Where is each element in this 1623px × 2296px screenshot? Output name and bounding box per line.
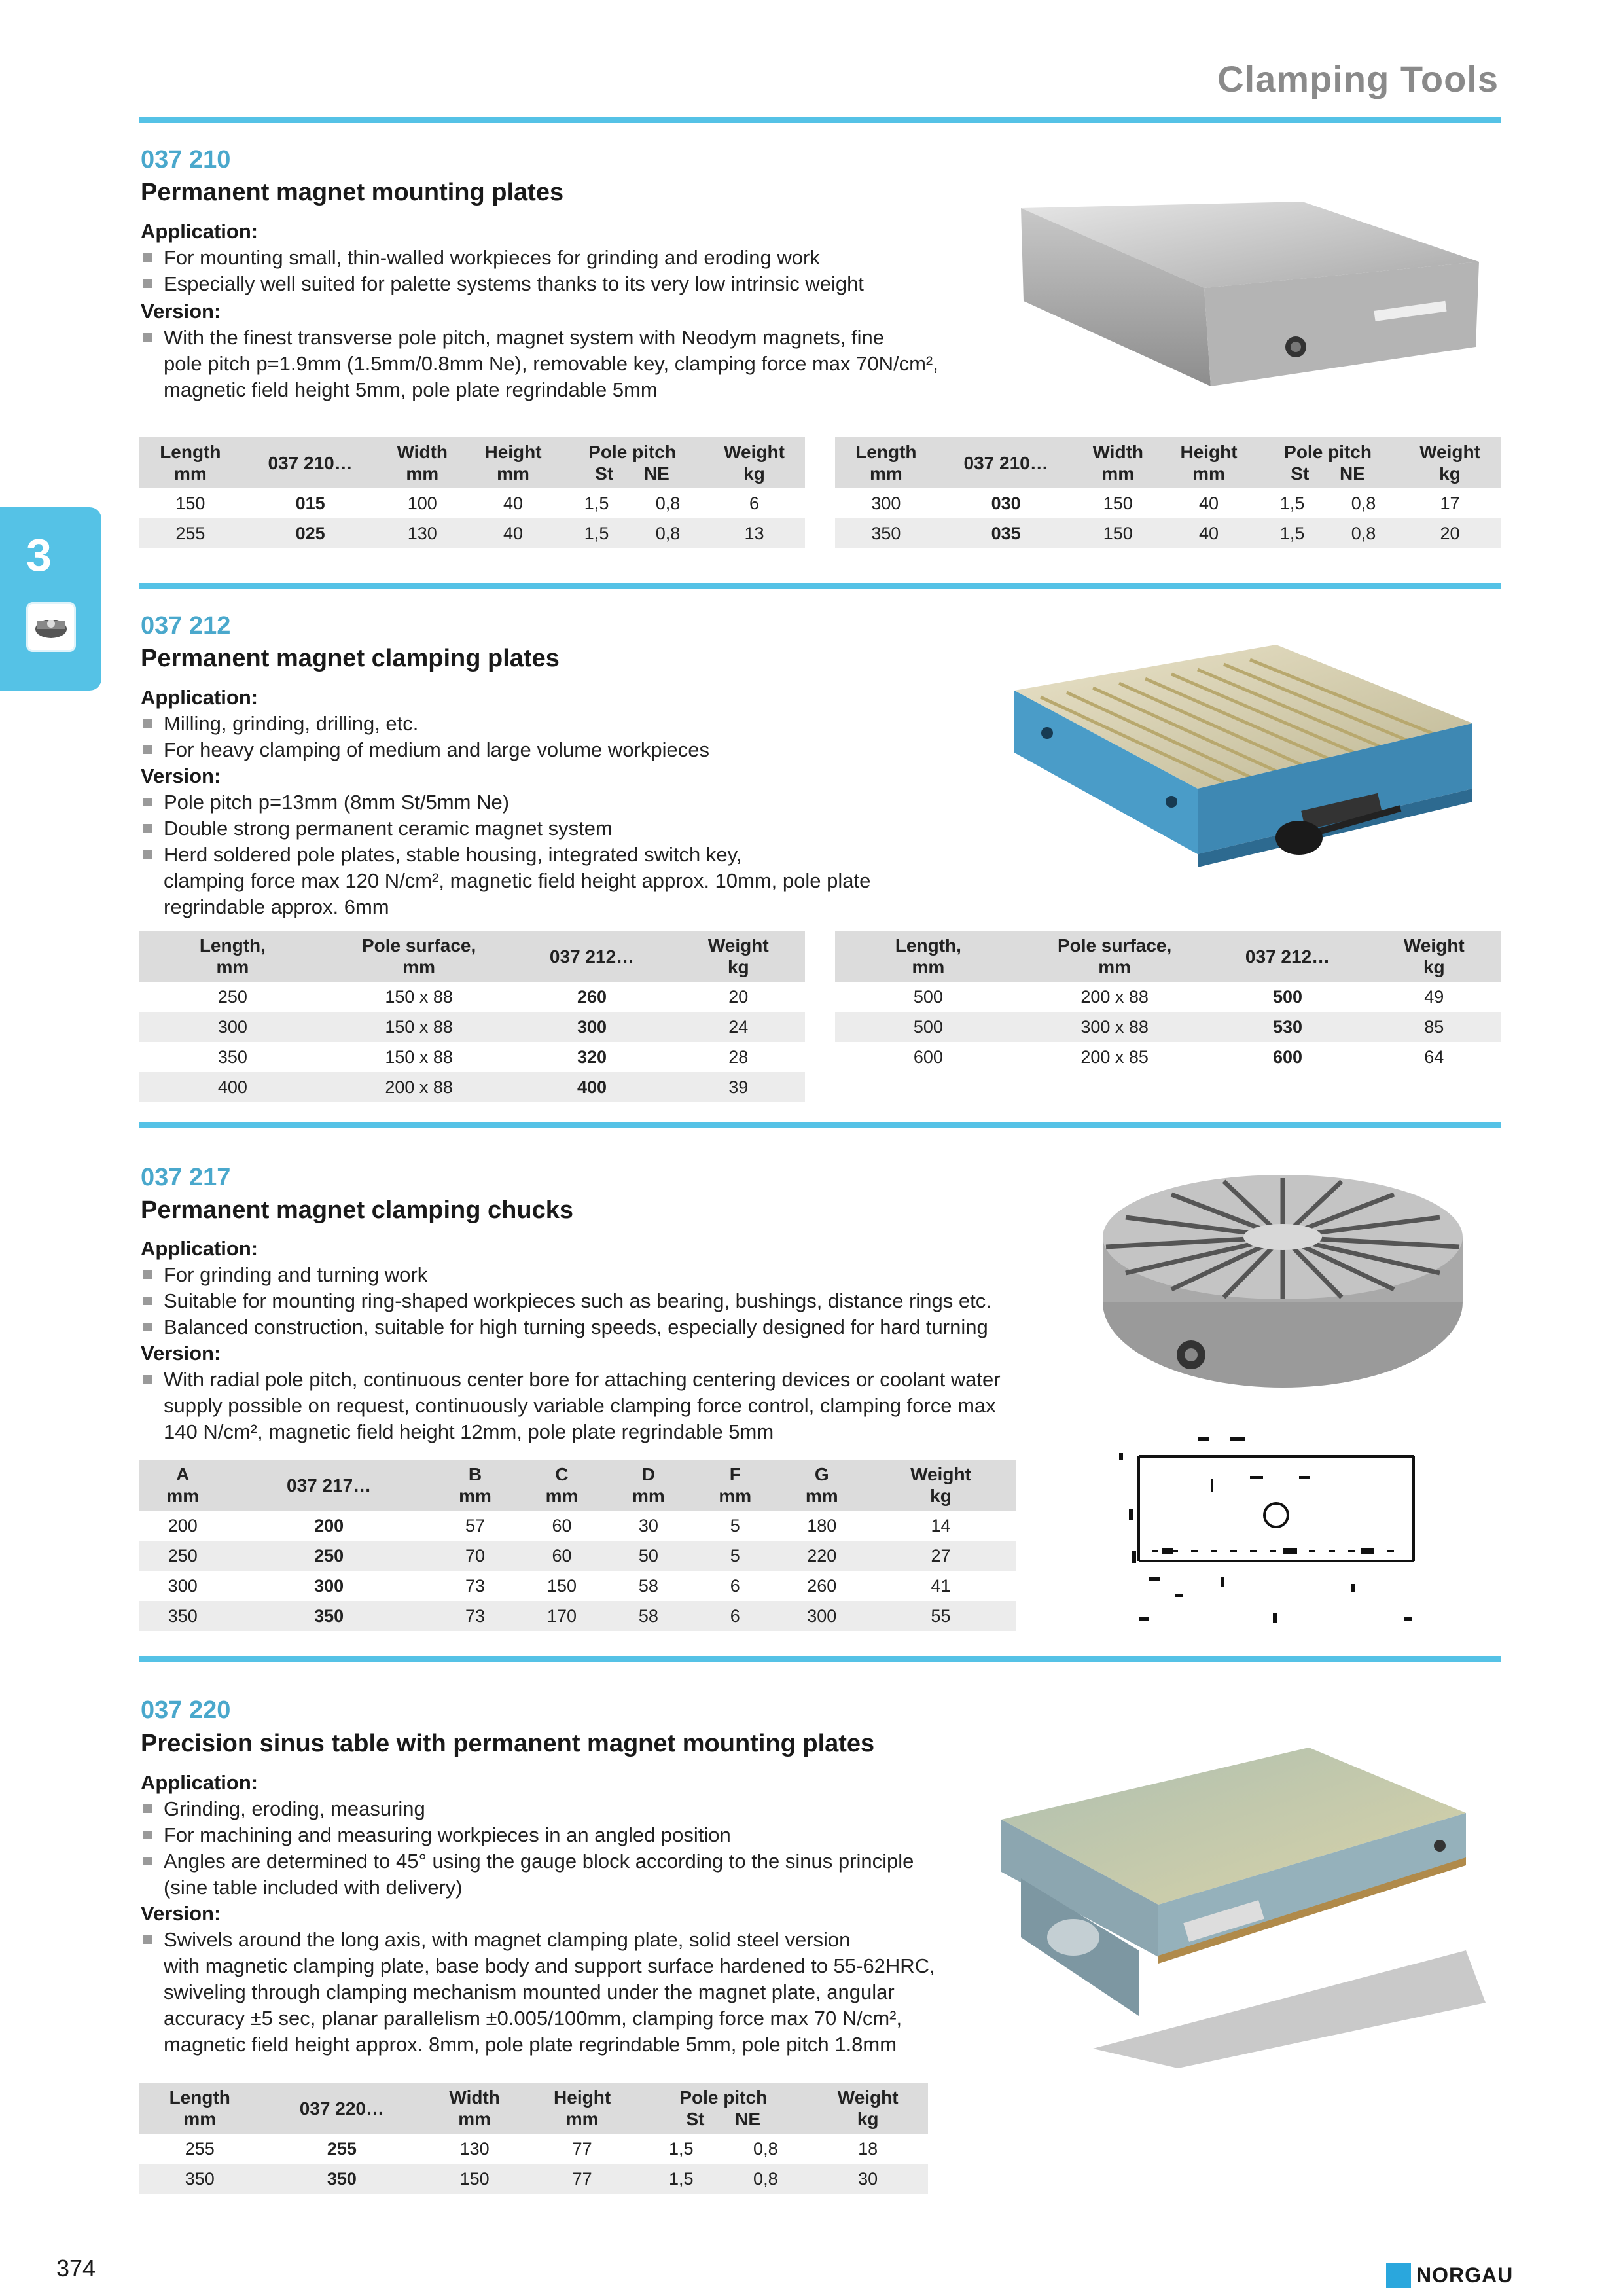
application-item: For mounting small, thin-walled workpieces for grinding and eroding work <box>141 245 820 271</box>
col-length: Length mm <box>835 437 937 488</box>
col-g: G mm <box>779 1460 865 1511</box>
application-item: Suitable for mounting ring-shaped workpieces such as bearing, bushings, distance rings etc. <box>141 1288 991 1314</box>
bullet-square-icon <box>143 1297 152 1305</box>
application-label: Application: <box>141 1237 259 1260</box>
col-height: Height mm <box>1161 437 1257 488</box>
bullet-square-icon <box>143 1804 152 1813</box>
section-code: 037 217 <box>141 1164 231 1191</box>
magnet-clamp-icon <box>26 602 76 652</box>
clamping-plate-image <box>1001 638 1486 926</box>
spec-table-left <box>139 931 805 1102</box>
table-row: 350 350 73 170 58 6 300 55 <box>139 1601 1016 1631</box>
version-item-continued: 140 N/cm², magnetic field height 12mm, pole plate regrindable 5mm <box>164 1420 774 1443</box>
section-code: 037 212 <box>141 612 231 639</box>
bullet-square-icon <box>143 279 152 288</box>
brand-name: NORGAU <box>1416 2263 1514 2287</box>
table-row: 400 200 x 88 400 39 <box>139 1072 805 1102</box>
col-height: Height mm <box>465 437 561 488</box>
col-c: C mm <box>518 1460 605 1511</box>
col-weight: Weight kg <box>1368 931 1501 982</box>
version-item-continued: supply possible on request, continuously variable clamping force control, clamping force max <box>164 1394 996 1417</box>
table-row: 250 250 70 60 50 5 220 27 <box>139 1541 1016 1571</box>
col-article-code: 037 210… <box>937 437 1075 488</box>
bullet-square-icon <box>143 824 152 833</box>
version-item: Swivels around the long axis, with magnet clamping plate, solid steel version <box>141 1927 850 1953</box>
round-chuck-image <box>1086 1172 1479 1401</box>
col-length: Length, mm <box>835 931 1022 982</box>
table-row: 500 300 x 88 530 85 <box>835 1012 1501 1042</box>
spec-table-right <box>835 437 1501 548</box>
application-label: Application: <box>141 686 259 709</box>
version-label: Version: <box>141 764 221 787</box>
section-rule <box>139 1122 1501 1128</box>
version-item-continued: magnetic field height 5mm, pole plate regrindable 5mm <box>164 378 658 401</box>
section-title: Permanent magnet mounting plates <box>141 179 564 206</box>
section-title: Permanent magnet clamping plates <box>141 645 560 672</box>
col-d: D mm <box>605 1460 692 1511</box>
application-label: Application: <box>141 220 259 243</box>
col-weight: Weight kg <box>808 2083 928 2134</box>
application-item: Grinding, eroding, measuring <box>141 1796 425 1822</box>
spec-table <box>139 1460 1016 1631</box>
chapter-number: 3 <box>26 529 52 581</box>
application-item: Angles are determined to 45° using the gauge block according to the sinus principle <box>141 1848 914 1874</box>
version-label: Version: <box>141 300 221 323</box>
bullet-square-icon <box>143 1831 152 1839</box>
col-length: Length, mm <box>139 931 326 982</box>
bullet-square-icon <box>143 333 152 342</box>
section-code: 037 220 <box>141 1696 231 1724</box>
col-length: Length mm <box>139 437 241 488</box>
version-item: With the finest transverse pole pitch, magnet system with Neodym magnets, fine <box>141 325 884 351</box>
col-f: F mm <box>692 1460 778 1511</box>
section-code: 037 210 <box>141 146 231 173</box>
bullet-square-icon <box>143 719 152 728</box>
col-b: B mm <box>432 1460 518 1511</box>
table-row: 300 030 150 40 1,5 0,8 17 <box>871 493 1460 513</box>
col-length: Length mm <box>139 2083 260 2134</box>
version-item-continued: regrindable approx. 6mm <box>164 895 389 918</box>
sinus-table-image <box>982 1741 1492 2068</box>
spec-table-right <box>835 931 1501 1072</box>
col-pole-pitch: Pole pitch St NE <box>561 437 704 488</box>
table-row: 350 350 150 77 1,5 0,8 30 <box>139 2164 928 2194</box>
col-pole-pitch: Pole pitch St NE <box>1257 437 1399 488</box>
col-article-code: 037 217… <box>226 1460 431 1511</box>
table-row: 150 015 100 40 1,5 0,8 6 <box>175 493 760 513</box>
version-item-continued: clamping force max 120 N/cm², magnetic field height approx. 10mm, pole plate <box>164 869 871 892</box>
table-row: 350 150 x 88 320 28 <box>217 1047 749 1067</box>
version-item-continued: magnetic field height approx. 8mm, pole plate regrindable 5mm, pole pitch 1.8mm <box>164 2033 897 2056</box>
bullet-square-icon <box>143 850 152 859</box>
table-row: 500 200 x 88 500 49 <box>913 986 1444 1007</box>
col-weight: Weight kg <box>865 1460 1016 1511</box>
col-weight: Weight kg <box>704 437 805 488</box>
table-row: 600 200 x 85 600 64 <box>913 1047 1444 1067</box>
version-item-continued: swiveling through clamping mechanism mounted under the magnet plate, angular <box>164 1981 895 2003</box>
col-height: Height mm <box>526 2083 639 2134</box>
table-row: 255 025 130 40 1,5 0,8 13 <box>139 518 805 548</box>
bullet-square-icon <box>143 1935 152 1944</box>
application-item: Milling, grinding, drilling, etc. <box>141 711 418 737</box>
bullet-square-icon <box>143 798 152 806</box>
table-row: 255 255 130 77 1,5 0,8 18 <box>185 2138 878 2159</box>
spec-table <box>139 2083 928 2194</box>
col-a: A mm <box>139 1460 226 1511</box>
table-row: 200 200 57 60 30 5 180 14 <box>168 1515 951 1535</box>
application-item: For heavy clamping of medium and large volume workpieces <box>141 737 709 763</box>
version-label: Version: <box>141 1342 221 1365</box>
version-item-continued: with magnetic clamping plate, base body and support surface hardened to 55-62HRC, <box>164 1954 935 1977</box>
col-pole-surface: Pole surface, mm <box>1022 931 1208 982</box>
table-row: 350 035 150 40 1,5 0,8 20 <box>835 518 1501 548</box>
mounting-plate-image <box>1014 196 1486 406</box>
col-article-code: 037 220… <box>260 2083 423 2134</box>
version-item: Herd soldered pole plates, stable housing, integrated switch key, <box>141 842 741 868</box>
bullet-square-icon <box>143 253 152 262</box>
section-title: Permanent magnet clamping chucks <box>141 1196 573 1224</box>
application-item: Especially well suited for palette systems thanks to its very low intrinsic weight <box>141 271 864 297</box>
version-item: With radial pole pitch, continuous center bore for attaching centering devices or coolant water <box>141 1367 1001 1393</box>
section-title: Precision sinus table with permanent magnet mounting plates <box>141 1730 875 1757</box>
version-item: Double strong permanent ceramic magnet system <box>141 816 613 842</box>
application-item: For machining and measuring workpieces in an angled position <box>141 1822 731 1848</box>
col-article-code: 037 210… <box>241 437 380 488</box>
dimension-drawing <box>1113 1437 1427 1633</box>
application-item: Balanced construction, suitable for high turning speeds, especially designed for hard turning <box>141 1314 988 1340</box>
version-item-continued: pole pitch p=1.9mm (1.5mm/0.8mm Ne), removable key, clamping force max 70N/cm², <box>164 352 938 375</box>
application-item-continued: (sine table included with delivery) <box>164 1876 463 1899</box>
col-width: Width mm <box>1075 437 1161 488</box>
table-row: 300 150 x 88 300 24 <box>139 1012 805 1042</box>
spec-table-left <box>139 437 805 548</box>
application-label: Application: <box>141 1771 259 1794</box>
bullet-square-icon <box>143 1270 152 1279</box>
col-pole-pitch: Pole pitch St NE <box>639 2083 808 2134</box>
col-pole-surface: Pole surface, mm <box>326 931 512 982</box>
page-header-title: Clamping Tools <box>1217 58 1499 99</box>
header-rule <box>139 117 1501 123</box>
col-width: Width mm <box>380 437 465 488</box>
section-rule <box>139 1656 1501 1662</box>
application-item: For grinding and turning work <box>141 1262 427 1288</box>
bullet-square-icon <box>143 1857 152 1865</box>
col-weight: Weight kg <box>1399 437 1501 488</box>
table-row: 300 300 73 150 58 6 260 41 <box>168 1575 951 1596</box>
section-rule <box>139 583 1501 589</box>
version-item: Pole pitch p=13mm (8mm St/5mm Ne) <box>141 789 509 816</box>
page-number: 374 <box>56 2255 96 2282</box>
col-article-code: 037 212… <box>1208 931 1368 982</box>
col-weight: Weight kg <box>672 931 805 982</box>
brand-logo-icon <box>1386 2263 1411 2288</box>
bullet-square-icon <box>143 1323 152 1331</box>
version-label: Version: <box>141 1902 221 1925</box>
version-item-continued: accuracy ±5 sec, planar parallelism ±0.005/100mm, clamping force max 70 N/cm², <box>164 2007 902 2030</box>
table-row: 250 150 x 88 260 20 <box>217 986 749 1007</box>
col-width: Width mm <box>423 2083 526 2134</box>
col-article-code: 037 212… <box>512 931 672 982</box>
bullet-square-icon <box>143 745 152 754</box>
bullet-square-icon <box>143 1375 152 1384</box>
